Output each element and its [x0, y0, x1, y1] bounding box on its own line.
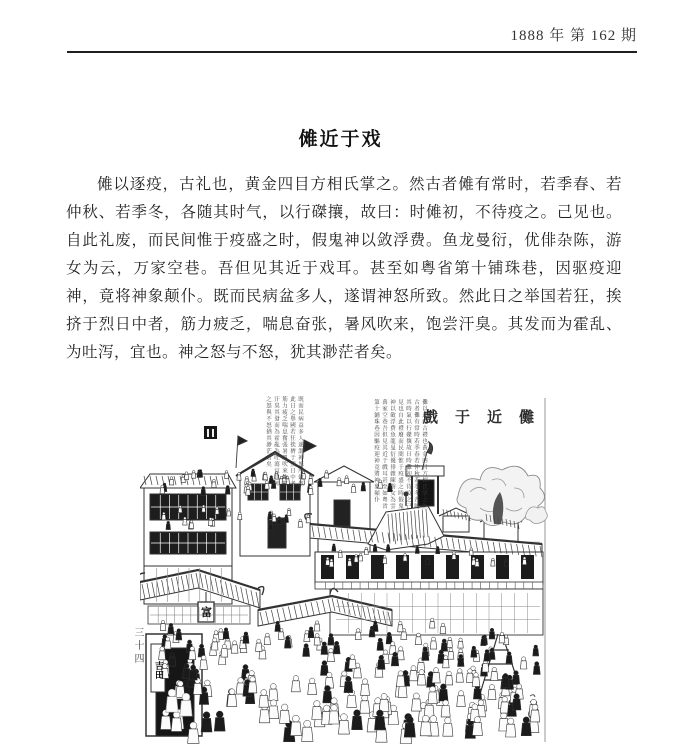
figure-title-char: 儺 — [518, 410, 534, 426]
figure-title — [423, 406, 534, 427]
figure-title-char: 于 — [454, 410, 470, 426]
engraving-svg — [140, 396, 548, 745]
inscription-right-block: 儺以逐疫古禮也黃金四目方相氏掌之然古者儺有常時若季春若仲秋若季冬各隨其時氣以行磔攘故曰時儺初不待疫之己見也自此禮廢而民間惟于疫盛之時假鬼神以斂浮費魚龍曼衍優俳雜陳游女為雲萬家空巷吾但見其近于戲耳甚至如粵省第十鋪珠巷因驅疫迎神竟將神象顛仆 — [373, 399, 427, 510]
header-rule — [67, 51, 637, 53]
illustration — [140, 396, 548, 745]
article-title: 傩近于戏 — [298, 129, 383, 150]
article-body: 傩以逐疫，古礼也，黄金四目方相氏掌之。然古者傩有常时，若季春、若仲秋、若季冬，各随其时气，以行磔攘，故曰：时傩初，不待疫之。己见也。自此礼废，而民间惟于疫盛之时，假鬼神以敛浮费。鱼龙曼衍，优俳杂陈，游女为云，万家空巷。吾但见其近于戏耳。甚至如粤省第十铺珠巷，因驱疫迎神，竟将神象颠仆。既而民病盆多人，遂谓神怒所致。然此日之举国若狂，挨挤于烈日中者，筋力疲乏，喘息奋张，暑风吹来，饱尝汗臭。其发而为霍乱、为吐泻，宜也。神之怒与不怒，犹其渺茫者矣。 — [66, 176, 622, 361]
inscription-left-block: 既而民病益多人遂謂神怒所致然此日之舉國若狂挨擠于烈日中者筋力疲乏喘息奮張暑風吹來飽嘗汗臭其發而為霍亂為吐瀉宜也神之怒與不怒猶其渺茫者矣 — [265, 396, 303, 487]
margin-page-number: 三十四 — [132, 627, 143, 666]
figure-title-char: 戲 — [422, 410, 438, 426]
shop-sign-fu: 富 — [201, 607, 212, 619]
figure-title-char: 近 — [486, 410, 502, 426]
carved-seal — [204, 426, 217, 439]
issue-label: 1888 年 第 162 期 — [510, 28, 637, 44]
door-plaque: 吉田 — [154, 661, 164, 679]
